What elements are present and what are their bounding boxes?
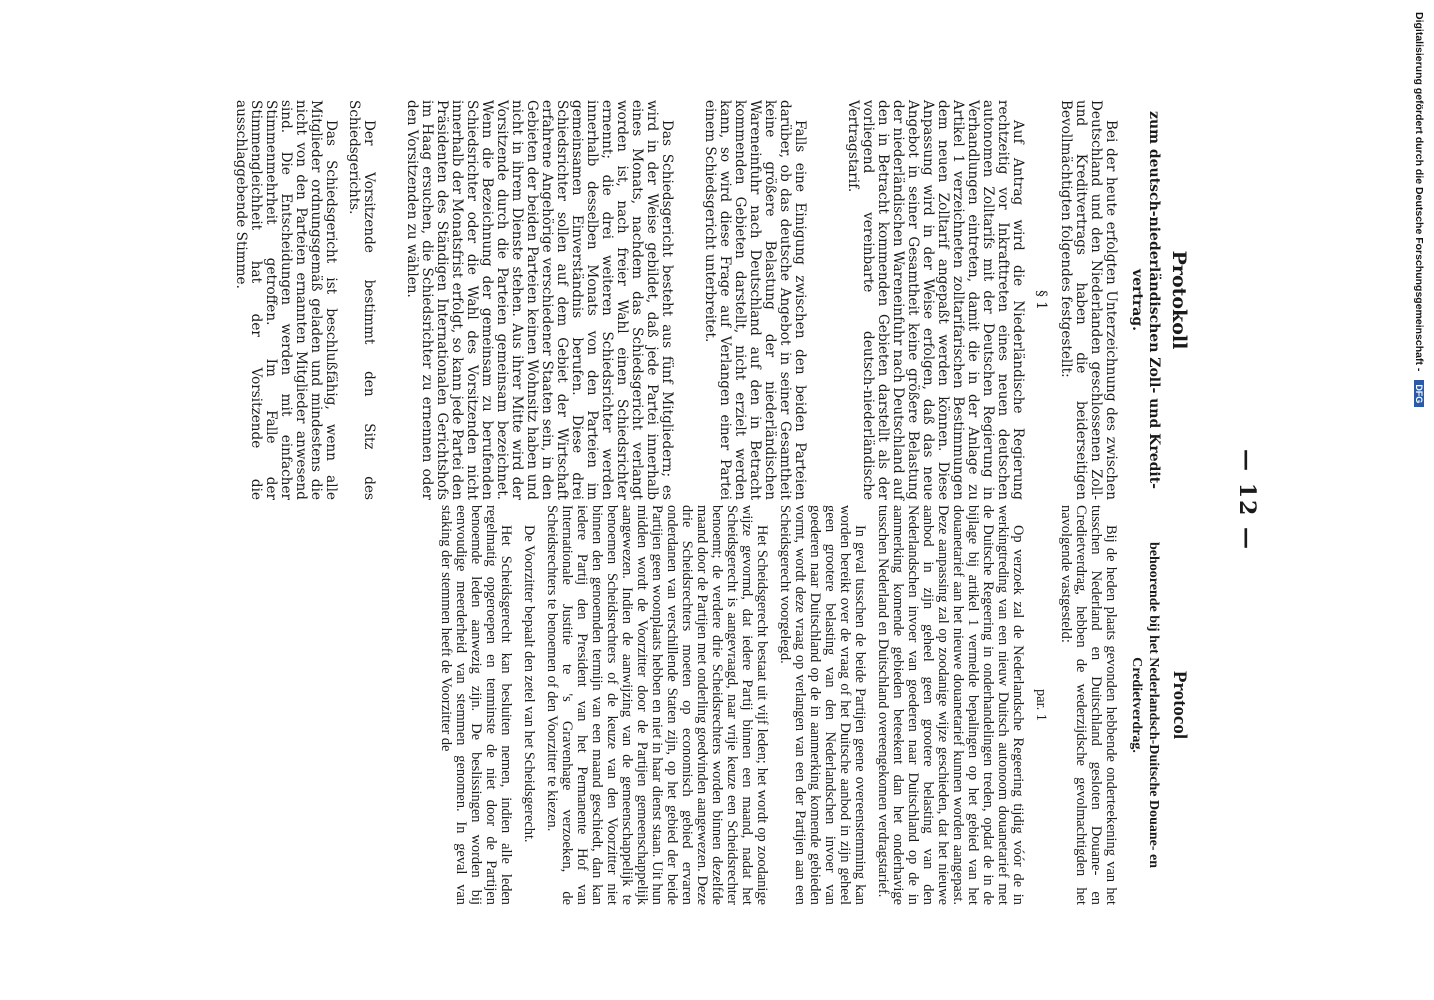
dutch-paragraph-1: Op verzoek zal de Nederlandsche Regeering tijdig vóór de in werkingtreding van een nieuw Duitsch autonoom douanetarief met de Duitsche Regeering in onderhandelingen treden, opdat de in de bijlage bij artikel 1 vermelde bepalingen op het gebied van het douanetarief aan het nieuwe douanetarief kunnen worden aangepast. Deze aanpassing zal op zoodanige wijze geschieden, dat het nieuwe aanbod in zijn geheel geen grootere belasting van den Nederlandschen invoer van goederen naar Duitschland op de in aanmerking komende gebieden beteekent dan het onderhavige tusschen Nederland en Duitschland overeengekomen verdragstarief. [875, 505, 1026, 905]
dutch-subtitle: behoorende bij het Nederlandsch-Duitsche Douane- en Credietverdrag. [1129, 541, 1161, 869]
german-subtitle: zum deutsch-niederländischen Zoll- und Kredit-vertrag. [1129, 111, 1162, 489]
dutch-column [430, 505, 1190, 905]
digitization-credit [1413, 12, 1425, 407]
german-section-label: § 1 [1033, 290, 1049, 310]
dutch-intro: Bij de heden plaats gevonden hebbende onderteekening van het tusschen Nederland en Duitschland gesloten Douane- en Credietverdrag, hebben de wederzijdsche gevolmachtigden het navolgende vastgesteld: [1058, 505, 1119, 905]
german-paragraph-2: Falls eine Einigung zwischen den beiden Parteien darüber, ob das deutsche Angebot in seiner Gesamtheit keine größere Belastung der niederländischen Wareneinfuhr nach Deutschland auf den in Betracht kommenden Gebieten darstellt, nicht erzielt werden kann, so wird diese Frage auf Verlangen einer Partei einem Schiedsgericht unterbreitet. [702, 100, 808, 500]
dutch-title: Protocol [1169, 670, 1190, 740]
german-column [225, 100, 1190, 500]
german-paragraph-1: Auf Antrag wird die Niederländische Regierung rechtzeitig vor Inkrafttreten eines neuen deutschen autonomen Zolltarifs mit der Deutschen Regierung in Verhandlungen eintreten, damit die in der Anlage zu Artikel 1 verzeichneten zolltarifarischen Bestimmungen dem neuen Zolltarif angepaßt werden können. Diese Anpassung wird in der Weise erfolgen, daß das neue Angebot in seiner Gesamtheit keine größere Belastung der niederländischen Wareneinfuhr nach Deutschland auf den in Betracht kommenden Gebieten darstellt als der vorliegend vereinbarte deutsch-niederländische Vertragstarif. [845, 100, 1026, 500]
dutch-paragraph-5: Het Scheidsgerecht kan besluiten nemen, indien alle leden regelmatig opgeroepen en tenminste de niet door de Partijen benoemde leden aanwezig zijn. De beslissingen worden bij eenvoudige meerderheid van stemmen genomen. In geval van staking der stemmen heeft de Voorzitter de [438, 505, 514, 905]
page-number: — 12 — [1234, 449, 1260, 551]
dutch-paragraph-3: Het Scheidsgerecht bestaat uit vijf leden; het wordt op zoodanige wijze gevormd, dat iedere Partij binnen een maand, nadat het Scheidsgerecht is aangevraagd, naar vrije keuze een Scheidsrechter benoemt; de verdere drie Scheidsrechters worden binnen dezelfde maand door de Partijen met onderling goedvinden aangewezen. Deze drie Scheidsrechters moeten op economisch gebied ervaren onderdanen van verschillende Staten zijn, op het gebied der beide Partijen geen woonplaats hebben en niet in haar dienst staan. Uit hun midden wordt de Voorzitter door de Partijen gemeenschappelijk aangewezen. Indien de aanwijzing van de gemeenschappelijk te benoemen Scheidsrechters of de keuze van den Voorzitter niet binnen den genoemden termijn van een maand geschiedt, dan kan iedere Partij den President van het Permanente Hof van Internationale Justitie te 's Gravenhage verzoeken, de Scheidsrechters te benoemen of den Voorzitter te kiezen. [544, 505, 770, 905]
dfg-logo-badge: DFG [1414, 380, 1424, 407]
german-paragraph-5: Das Schiedsgericht ist beschlußfähig, wenn alle Mitglieder ordnungsgemäß geladen und mindestens die nicht von den Parteien ernannten Mitglieder anwesend sind. Die Entscheidungen werden mit einfacher Stimmenmehrheit getroffen. Im Falle der Stimmengleichheit hat der Vorsitzende die ausschlaggebende Stimme. [233, 100, 339, 500]
german-intro: Bei der heute erfolgten Unterzeichnung des zwischen Deutschland und den Niederlanden geschlossenen Zoll- und Kreditvertrags haben die beiderseitigen Bevollmächtigten folgendes festgestellt: [1058, 100, 1119, 500]
dutch-paragraph-2: In geval tusschen de beide Partijen geene overeenstemming kan worden bereikt over de vraag of het Duitsche aanbod in zijn geheel geen grootere belasting van den Nederlandschen invoer van goederen naar Duitschland op de in aanmerking komende gebieden vormt, wordt deze vraag op verlangen van een der Partijen aan een Scheidsgerecht voorgelegd. [777, 505, 868, 905]
german-paragraph-3: Das Schiedsgericht besteht aus fünf Mitgliedern; es wird in der Weise gebildet, daß jede Partei innerhalb eines Monats, nachdem das Schiedsgericht verlangt worden ist, nach freier Wahl einen Schiedsrichter ernennt; die drei weiteren Schiedsrichter werden innerhalb desselben Monats von den Parteien im gemeinsamen Einverständnis berufen. Diese drei Schiedsrichter sollen auf dem Gebiet der Wirtschaft erfahrene Angehörige verschiedener Staaten sein, in den Gebieten der beiden Parteien keinen Wohnsitz haben und nicht in ihrem Dienste stehen. Aus ihrer Mitte wird der Vorsitzende durch die Parteien gemeinsam bezeichnet. Wenn die Bezeichnung der gemeinsam zu berufenden Schiedsrichter oder die Wahl des Vorsitzenden nicht innerhalb der Monatsfrist erfolgt, so kann jede Partei den Präsidenten des Ständigen Internationalen Gerichtshofs im Haag ersuchen, die Schiedsrichter zu ernennen oder den Vorsitzenden zu wählen. [404, 100, 675, 500]
german-title: Protokoll [1168, 250, 1190, 350]
german-paragraph-4: Der Vorsitzende bestimmt den Sitz des Schiedsgerichts. [346, 100, 377, 500]
digitization-credit-sidebar [1404, 0, 1434, 1000]
dutch-section-label: par. 1 [1033, 689, 1049, 721]
credit-text: Digitalisierung gefördert durch die Deutsche Forschungsgemeinschaft - [1413, 12, 1425, 372]
dutch-paragraph-4: De Voorzitter bepaalt den zetel van het Scheidsgerecht. [521, 525, 537, 843]
scanned-page [0, 5, 1330, 995]
